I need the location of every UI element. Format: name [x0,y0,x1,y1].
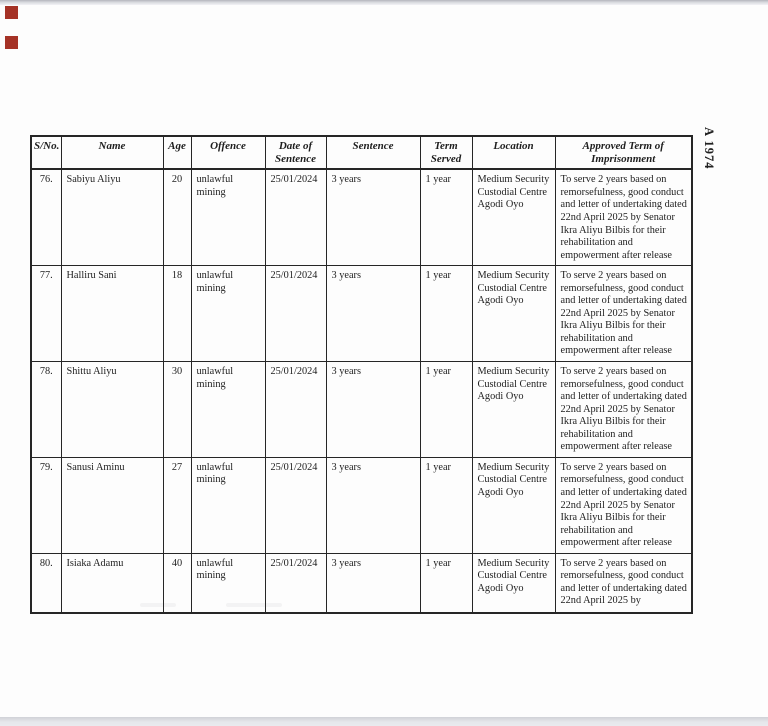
cell-sentence: 3 years [326,362,420,458]
cell-approved-term: To serve 2 years based on remorsefulness, good conduct and letter of undertaking dated 22nd April 2025 by Senator Ikra Aliyu Bilbis for their rehabilitation and empowerment after release [555,457,692,553]
table-row [31,457,692,553]
col-header-sno: S/No. [31,136,61,169]
scan-smudge [226,603,282,607]
cell-date-of-sentence: 25/01/2024 [265,266,326,362]
cell-location: Medium Security Custodial Centre Agodi Oyo [472,553,555,613]
col-header-sentence: Sentence [326,136,420,169]
cell-location: Medium Security Custodial Centre Agodi Oyo [472,362,555,458]
red-marker [5,6,18,19]
col-header-approved-term: Approved Term of Imprisonment [555,136,692,169]
cell-approved-term: To serve 2 years based on remorsefulness, good conduct and letter of undertaking dated 22nd April 2025 by Senator Ikra Aliyu Bilbis for their rehabilitation and empowerment after release [555,362,692,458]
table-body [31,169,692,613]
col-header-offence: Offence [191,136,265,169]
top-edge-band [0,0,768,5]
page-side-label: A 1974 [702,127,716,170]
red-marker [5,36,18,49]
cell-sno: 76. [31,169,61,265]
cell-offence: unlawful mining [191,266,265,362]
cell-term-served: 1 year [420,553,472,613]
cell-offence: unlawful mining [191,169,265,265]
cell-date-of-sentence: 25/01/2024 [265,457,326,553]
cell-term-served: 1 year [420,362,472,458]
col-header-date-of-sentence: Date of Sentence [265,136,326,169]
col-header-name: Name [61,136,163,169]
cell-age: 20 [163,169,191,265]
bottom-edge-band [0,717,768,726]
table-row [31,266,692,362]
cell-approved-term: To serve 2 years based on remorsefulness, good conduct and letter of undertaking dated 22nd April 2025 by [555,553,692,613]
cell-sno: 78. [31,362,61,458]
cell-age: 18 [163,266,191,362]
cell-date-of-sentence: 25/01/2024 [265,362,326,458]
cell-name: Isiaka Adamu [61,553,163,613]
table-header-row [31,136,692,169]
cell-sno: 79. [31,457,61,553]
cell-term-served: 1 year [420,457,472,553]
cell-sentence: 3 years [326,457,420,553]
cell-name: Sanusi Aminu [61,457,163,553]
cell-location: Medium Security Custodial Centre Agodi Oyo [472,266,555,362]
table-row [31,553,692,613]
cell-offence: unlawful mining [191,553,265,613]
cell-approved-term: To serve 2 years based on remorsefulness, good conduct and letter of undertaking dated 22nd April 2025 by Senator Ikra Aliyu Bilbis for their rehabilitation and empowerment after release [555,169,692,265]
col-header-term-served: Term Served [420,136,472,169]
scan-smudge [140,603,176,607]
cell-term-served: 1 year [420,169,472,265]
cell-age: 27 [163,457,191,553]
cell-age: 30 [163,362,191,458]
cell-age: 40 [163,553,191,613]
cell-offence: unlawful mining [191,457,265,553]
sentencing-records-table [30,135,693,614]
cell-sentence: 3 years [326,266,420,362]
cell-offence: unlawful mining [191,362,265,458]
col-header-location: Location [472,136,555,169]
cell-term-served: 1 year [420,266,472,362]
cell-date-of-sentence: 25/01/2024 [265,553,326,613]
cell-name: Sabiyu Aliyu [61,169,163,265]
cell-sno: 80. [31,553,61,613]
col-header-age: Age [163,136,191,169]
cell-sentence: 3 years [326,169,420,265]
cell-sentence: 3 years [326,553,420,613]
cell-approved-term: To serve 2 years based on remorsefulness, good conduct and letter of undertaking dated 22nd April 2025 by Senator Ikra Aliyu Bilbis for their rehabilitation and empowerment after release [555,266,692,362]
table-row [31,362,692,458]
table-row [31,169,692,265]
cell-location: Medium Security Custodial Centre Agodi Oyo [472,169,555,265]
cell-name: Halliru Sani [61,266,163,362]
cell-location: Medium Security Custodial Centre Agodi Oyo [472,457,555,553]
cell-date-of-sentence: 25/01/2024 [265,169,326,265]
cell-sno: 77. [31,266,61,362]
cell-name: Shittu Aliyu [61,362,163,458]
